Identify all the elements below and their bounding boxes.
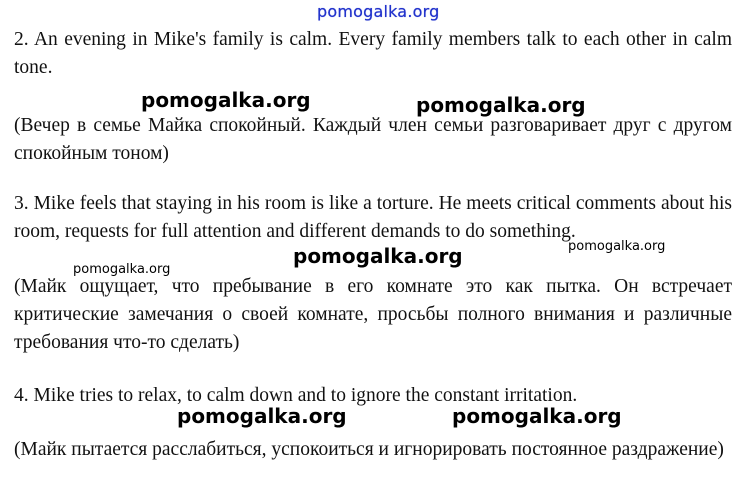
paragraph-4-russian: (Майк пытается расслабиться, успокоиться и игнорировать постоянное раздражение) — [14, 439, 724, 460]
watermark: pomogalka.org — [452, 404, 622, 428]
paragraph-3-russian: (Майк ощущает, что пребывание в его комнате это как пытка. Он встречает критические замечания о своей комнате, просьбы полного внимания и различные требования что-то сделать) — [14, 276, 732, 353]
paragraph-4-english: 4. Mike tries to relax, to calm down and to ignore the constant irritation. — [14, 385, 578, 406]
paragraph-3-english: 3. Mike feels that staying in his room is like a torture. He meets critical comments about his room, requests for full attention and different demands to do something. — [14, 193, 732, 242]
watermark: pomogalka.org — [177, 404, 347, 428]
paragraph-2-english: 2. An evening in Mike's family is calm. Every family members talk to each other in calm tone. — [14, 29, 732, 78]
watermark: pomogalka.org — [568, 239, 666, 254]
watermark: pomogalka.org — [416, 93, 586, 117]
paragraph-2-russian: (Вечер в семье Майка спокойный. Каждый член семьи разговаривает друг с другом спокойным тоном) — [14, 115, 732, 164]
watermark: pomogalka.org — [141, 88, 311, 112]
watermark: pomogalka.org — [73, 262, 171, 277]
watermark-top: pomogalka.org — [317, 2, 440, 21]
watermark: pomogalka.org — [293, 244, 463, 268]
